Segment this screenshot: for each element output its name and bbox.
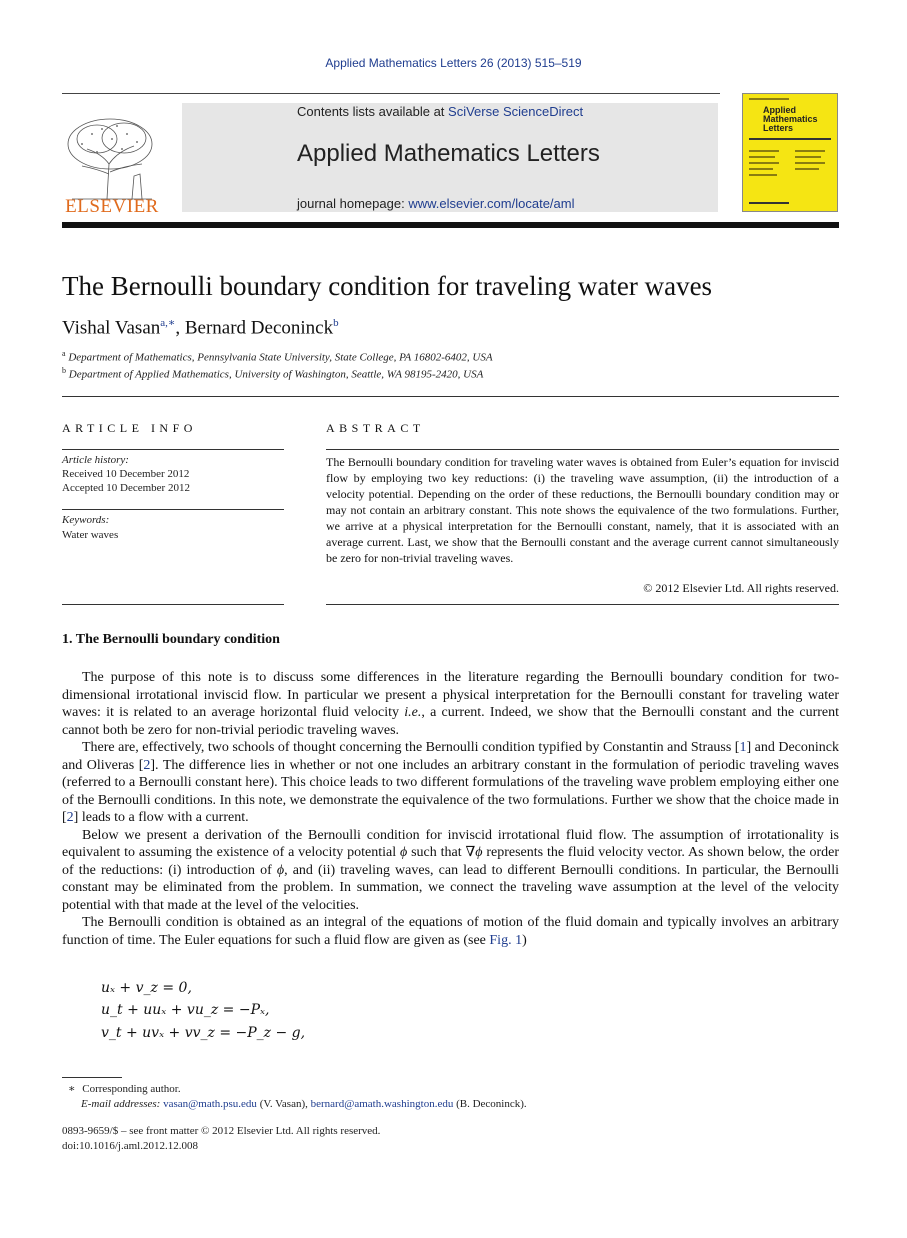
received-date: Received 10 December 2012	[62, 468, 190, 480]
affiliation-b-mark: b	[62, 366, 66, 375]
cover-title-line-2: Mathematics	[763, 114, 818, 124]
paragraph-3	[62, 827, 839, 915]
affiliation-b-text: Department of Applied Mathematics, University of Washington, Seattle, WA 98195-2420, USA	[68, 368, 484, 381]
cover-decoration	[795, 156, 821, 158]
header-divider	[62, 93, 720, 94]
email-vasan-name: (V. Vasan),	[256, 1098, 311, 1110]
homepage-line	[297, 196, 574, 211]
author-vasan-marks[interactable]: a,∗	[160, 317, 176, 329]
corresponding-footnote	[68, 1082, 181, 1095]
ie-abbrev: i.e.	[404, 705, 422, 720]
paragraph-4-text-b: )	[522, 932, 527, 948]
footnote-star: ∗	[68, 1083, 76, 1095]
paragraph-2-text-b: ] and Deconinck and Oliveras [	[62, 740, 839, 773]
phi-symbol: ϕ	[276, 862, 285, 878]
paragraph-3-text-a: Below we present a derivation of the Bernoulli condition for inviscid irrotational fluid flow. The assumption of irrotationality is equivalent to assuming the existence of a velocity potential	[62, 827, 839, 860]
abstract-divider	[326, 449, 839, 450]
doi-link[interactable]: doi:10.1016/j.aml.2012.12.008	[62, 1140, 198, 1152]
journal-cover-thumbnail[interactable]	[742, 93, 838, 212]
cover-decoration	[795, 168, 819, 170]
affiliation-a-mark: a	[62, 349, 66, 358]
email-deconinck-name: (B. Deconinck).	[453, 1098, 527, 1110]
email-label: E-mail addresses:	[81, 1098, 161, 1110]
citation-2-repeat[interactable]: 2	[66, 810, 74, 825]
cover-title-line-3: Letters	[763, 123, 794, 133]
journal-title: Applied Mathematics Letters	[297, 140, 600, 167]
cover-decoration	[749, 150, 779, 152]
cover-decoration	[749, 174, 777, 176]
cover-decoration	[749, 162, 779, 164]
paragraph-1	[62, 669, 839, 739]
author-deconinck[interactable]: Bernard Deconinck	[184, 317, 334, 339]
publisher-wordmark: ELSEVIER	[65, 196, 159, 217]
paragraph-2	[62, 739, 839, 827]
keywords-label: Keywords:	[62, 514, 110, 526]
paragraph-3-text-b: such that	[407, 845, 466, 860]
paragraph-1-text-a: The purpose of this note is to discuss some differences in the literature regarding the Bernoulli boundary condition for two-dimensional irrotational inviscid flow. In particular we present a physical interpretation for the Bernoulli constant for traveling water waves: it is related to an average horizontal fluid velocity	[62, 670, 839, 720]
header-thick-rule	[62, 222, 839, 228]
figure-1-link[interactable]: Fig. 1	[489, 932, 523, 948]
email-footnote	[81, 1098, 527, 1110]
accepted-date: Accepted 10 December 2012	[62, 482, 190, 494]
cover-decoration	[749, 138, 831, 140]
info-divider	[62, 449, 284, 450]
journal-reference[interactable]: Applied Mathematics Letters 26 (2013) 515–519	[325, 56, 582, 70]
cover-title-line-1: Applied	[763, 105, 796, 115]
contents-prefix: Contents lists available at	[297, 104, 449, 119]
cover-decoration	[749, 202, 789, 204]
paragraph-4-text-a: The Bernoulli condition is obtained as an integral of the equations of motion of the fluid domain and typically involves an arbitrary function of time. The Euler equations for such a fluid flow are given as (see	[62, 915, 839, 948]
equation-continuity: uₓ + v_z = 0,	[101, 980, 192, 996]
cover-decoration	[749, 168, 773, 170]
section-1-heading: 1. The Bernoulli boundary condition	[62, 632, 280, 647]
author-deconinck-marks[interactable]: b	[333, 317, 339, 329]
author-vasan[interactable]: Vishal Vasan	[62, 317, 161, 339]
paragraph-3-text-c: represents the fluid velocity vector. As shown below, the order of the reductions: (i) introduction of	[62, 845, 839, 878]
cover-decoration	[749, 156, 775, 158]
cover-decoration	[749, 98, 789, 100]
paragraph-3-text-d: , and (ii) traveling waves, can lead to different Bernoulli conditions. In particular, the Bernoulli constant may be eliminated from the problem. In summation, we connect the traveling wave assumption at the level of the velocity potential with that made at the level of the velocities.	[62, 862, 839, 913]
abstract-text: The Bernoulli boundary condition for traveling water waves is obtained from Euler’s equation for inviscid flow by employing two key reductions: (i) the traveling wave assumption, (ii) the introduction of a velocity potential. Depending on the order of these reductions, the Bernoulli boundary condition may or may not contain an arbitrary constant. This note shows the equivalence of the two formulations. Further, we arrive at a physical interpretation for the Bernoulli constant, namely, that it is associated with an average current. Last, we show that the Bernoulli constant and the average current cannot simultaneously be zero for non-trivial traveling waves.	[326, 455, 839, 565]
affiliation-a-text: Department of Mathematics, Pennsylvania State University, State College, PA 16802-6402, USA	[68, 351, 493, 364]
cover-decoration	[795, 150, 825, 152]
email-vasan-link[interactable]: vasan@math.psu.edu	[163, 1098, 257, 1110]
grad-phi-symbol: ∇ϕ	[465, 845, 483, 860]
contents-line	[297, 104, 583, 119]
author-list: Vishal Vasan$^{a,∗}$, Bernard Deconinck$^b$	[62, 317, 339, 339]
affiliation-divider	[62, 396, 839, 397]
corresponding-text: Corresponding author.	[82, 1083, 181, 1095]
email-deconinck-link[interactable]: bernard@amath.washington.edu	[310, 1098, 454, 1110]
paragraph-2-text-a: There are, effectively, two schools of thought concerning the Bernoulli condition typified by Constantin and Strauss [	[82, 740, 740, 755]
paragraph-2-text-d: ] leads to a flow with a current.	[73, 810, 249, 825]
paragraph-2-text-c: ]. The difference lies in whether or not one includes an arbitrary constant in the formulation of periodic traveling waves (referred to a Bernoulli constant here). This choice leads to two different formulations of the traveling wave problem employing either one of the Bernoulli conditions. In this note, we demonstrate the equivalence of the two formulations. Further we show that the choice made in [	[62, 757, 839, 825]
paragraph-1-text-b: , a current. Indeed, we show that the Bernoulli constant and the current cannot both be zero for non-trivial periodic traveling waves.	[62, 705, 840, 738]
keywords-divider	[62, 509, 284, 510]
cover-decoration	[795, 162, 825, 164]
phi-symbol: ϕ	[399, 845, 408, 860]
homepage-prefix: journal homepage:	[297, 196, 409, 211]
abstract-copyright: © 2012 Elsevier Ltd. All rights reserved.	[643, 581, 839, 595]
article-info-heading: ARTICLE INFO	[62, 421, 197, 435]
affiliation-a	[62, 349, 493, 364]
paragraph-4	[62, 914, 839, 949]
cover-title	[763, 106, 818, 133]
abstract-heading: ABSTRACT	[326, 421, 425, 435]
history-label: Article history:	[62, 454, 129, 466]
sciencedirect-link[interactable]: SciVerse ScienceDirect	[448, 104, 584, 119]
section-1-body	[62, 669, 839, 949]
issn-line: 0893-9659/$ – see front matter © 2012 Elsevier Ltd. All rights reserved.	[62, 1125, 381, 1137]
article-title: The Bernoulli boundary condition for traveling water waves	[62, 271, 713, 301]
abstract-bottom-divider	[326, 604, 839, 605]
keyword-item: Water waves	[62, 529, 119, 541]
affiliation-b	[62, 366, 483, 381]
homepage-link[interactable]: www.elsevier.com/locate/aml	[408, 196, 575, 211]
info-bottom-divider	[62, 604, 284, 605]
citation-2[interactable]: 2	[143, 757, 151, 773]
citation-1[interactable]: 1	[739, 740, 747, 755]
footnote-rule	[62, 1077, 122, 1078]
equation-momentum-z: v_t + uvₓ + vv_z = −P_z − g,	[101, 1025, 306, 1041]
equation-momentum-x: u_t + uuₓ + vu_z = −Pₓ,	[101, 1002, 270, 1018]
